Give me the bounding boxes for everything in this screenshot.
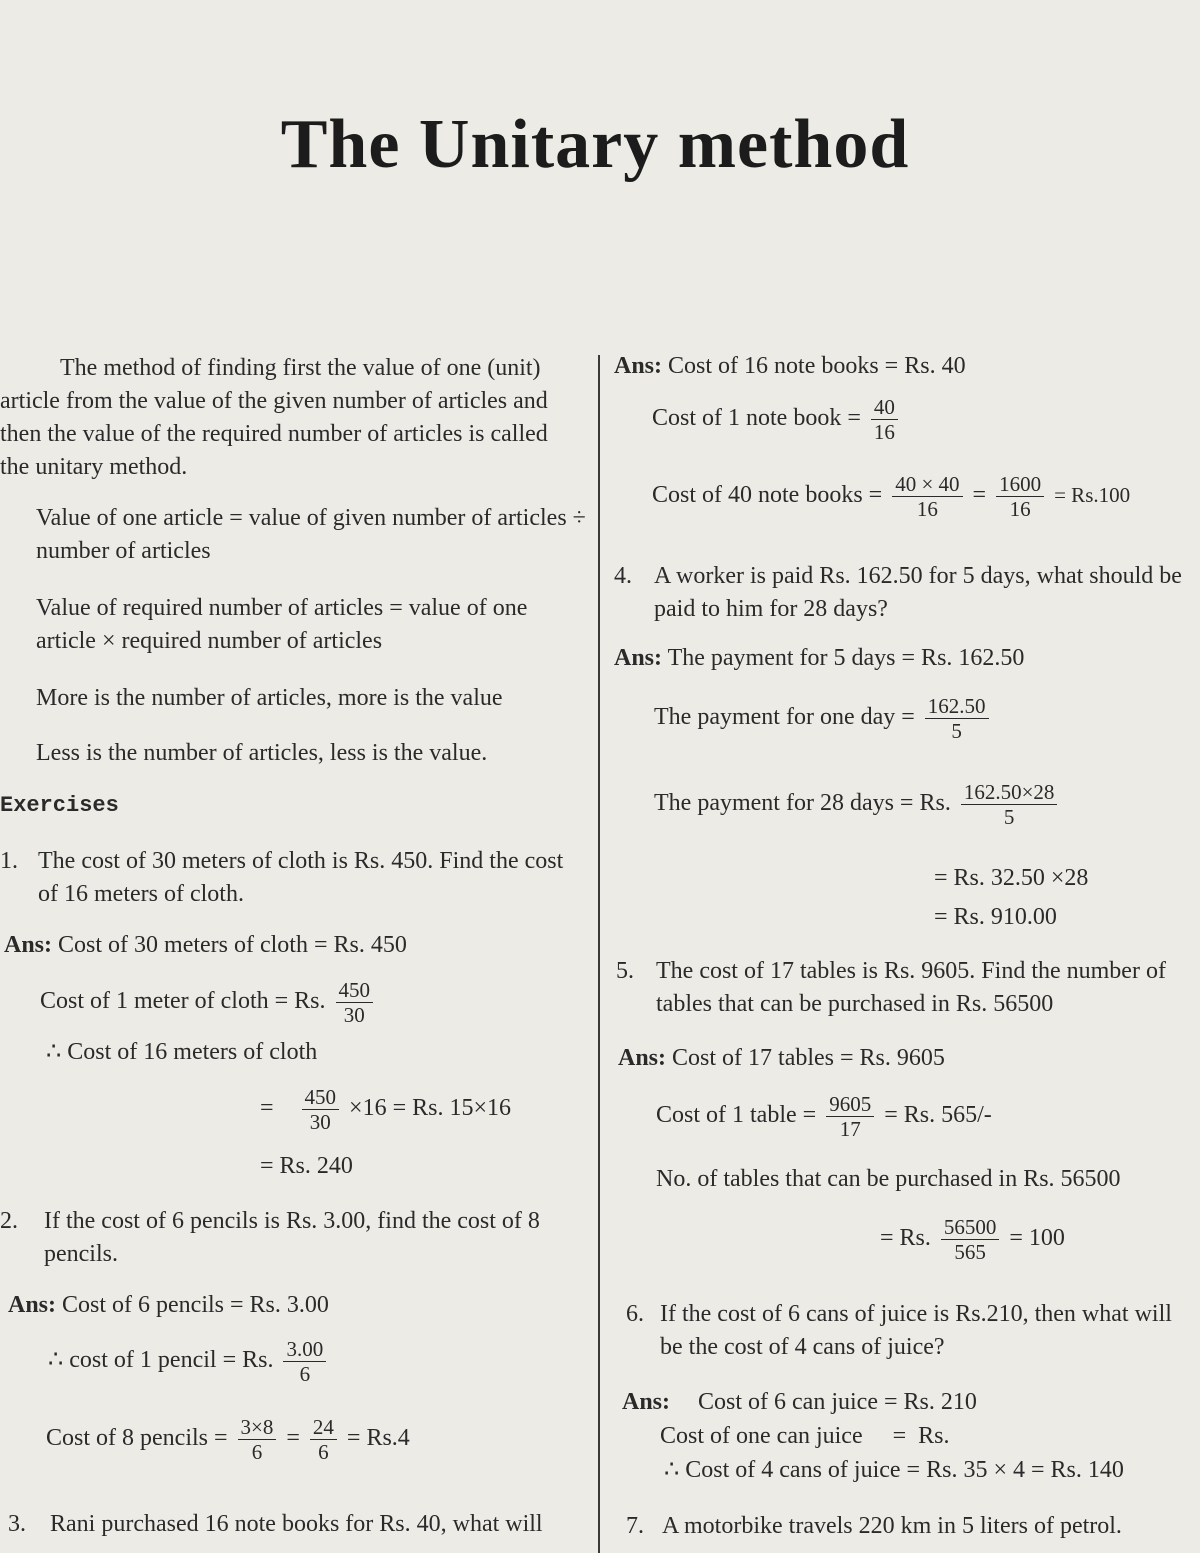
q5-f2-den: 565 <box>954 1240 986 1264</box>
q3-fraction-1 <box>871 395 898 444</box>
q3-fraction-2 <box>892 472 962 521</box>
q6-number: 6. <box>626 1301 644 1327</box>
q4-f1-num: 162.50 <box>925 694 989 719</box>
rule-value-of-one: Value of one article = value of given number of articles ÷ number of articles <box>36 505 586 564</box>
q6-step2: ∴ Cost of 4 cans of juice = Rs. 35 × 4 = Rs. 140 <box>664 1457 1124 1483</box>
q7-number: 7. <box>626 1513 644 1539</box>
q3-step1 <box>652 395 902 444</box>
q1-number: 1. <box>0 848 18 874</box>
q2-eq: = <box>286 1425 300 1452</box>
q1-ans-text: Cost of 30 meters of cloth = Rs. 450 <box>58 932 407 958</box>
q4-ans-text: The payment for 5 days = Rs. 162.50 <box>667 645 1025 671</box>
q5-fraction-2 <box>941 1215 1000 1264</box>
definition-paragraph: The method of finding first the value of one (unit) article from the value of the given number of articles and then the value of the required number of articles is called the unitary method. <box>0 355 548 480</box>
q4-answer-line <box>614 642 1024 674</box>
rule-value-of-required: Value of required number of articles = value of one article × required number of articles <box>36 595 528 654</box>
q5-question: The cost of 17 tables is Rs. 9605. Find the number of tables that can be purchased in Rs. 56500 <box>656 958 1166 1017</box>
q3-f3-den: 16 <box>1009 497 1031 521</box>
q5-ans-label: Ans: <box>618 1045 667 1071</box>
q4-f1-den: 5 <box>951 719 962 743</box>
q5-step3 <box>880 1215 1065 1264</box>
q5-step1 <box>656 1092 992 1141</box>
q5-step2: No. of tables that can be purchased in Rs. 56500 <box>656 1166 1121 1192</box>
q5-step1-text: Cost of 1 table = <box>656 1102 817 1129</box>
q3-result: = Rs.100 <box>1054 483 1131 508</box>
q4-step3: = Rs. 32.50 ×28 <box>934 865 1089 891</box>
q2-question: If the cost of 6 pencils is Rs. 3.00, find the cost of 8 pencils. <box>44 1208 540 1267</box>
q4-step1 <box>654 694 993 743</box>
q1-step2: ∴ Cost of 16 meters of cloth <box>46 1039 318 1065</box>
q1-ans-label: Ans: <box>4 932 53 958</box>
q4-question: A worker is paid Rs. 162.50 for 5 days, what should be paid to him for 28 days? <box>654 563 1182 622</box>
q6-step1: Cost of one can juice = Rs. <box>660 1423 950 1449</box>
q5-step3-result: = 100 <box>1009 1225 1065 1252</box>
q3-question: Rani purchased 16 note books for Rs. 40, what will <box>50 1511 543 1537</box>
q2-f3-num: 24 <box>310 1415 337 1440</box>
q4-number: 4. <box>614 563 632 589</box>
q2-step2 <box>46 1415 410 1464</box>
q4-step2 <box>654 780 1061 829</box>
q3-eq: = <box>972 482 987 509</box>
q4-ans-label: Ans: <box>614 645 663 671</box>
q1-f1-num: 450 <box>336 978 374 1003</box>
rule-less: Less is the number of articles, less is the value. <box>36 740 488 766</box>
q3-answer-line <box>614 350 966 382</box>
q4-step2-text: The payment for 28 days = Rs. <box>654 790 951 817</box>
q2-f1-num: 3.00 <box>283 1337 326 1362</box>
q3-fraction-3 <box>996 472 1044 521</box>
q3-f3-num: 1600 <box>996 472 1044 497</box>
q2-step2-text: Cost of 8 pencils = <box>46 1425 228 1452</box>
q4-step1-text: The payment for one day = <box>654 704 915 731</box>
q1-step1-text: Cost of 1 meter of cloth = Rs. <box>40 988 326 1015</box>
q5-step1-result: = Rs. 565/- <box>884 1102 992 1129</box>
q2-step1 <box>48 1337 330 1386</box>
rule-more: More is the number of articles, more is the value <box>36 685 503 711</box>
q7-question: A motorbike travels 220 km in 5 liters of petrol. <box>662 1513 1122 1539</box>
q5-step3-text: = Rs. <box>880 1225 931 1252</box>
q4-fraction-2 <box>961 780 1058 829</box>
q4-f2-den: 5 <box>1003 805 1015 829</box>
q6-answer-line <box>622 1386 977 1418</box>
q1-fraction-1 <box>336 978 374 1027</box>
q2-f3-den: 6 <box>318 1440 329 1464</box>
q3-step1-text: Cost of 1 note book = <box>652 405 861 432</box>
q2-number: 2. <box>0 1208 18 1234</box>
q1-step1 <box>40 978 377 1027</box>
q1-f1-den: 30 <box>343 1003 365 1027</box>
q2-f1-den: 6 <box>299 1362 311 1386</box>
q6-ans-label: Ans: <box>622 1389 671 1415</box>
q4-fraction-1 <box>925 694 989 743</box>
q5-ans-text: Cost of 17 tables = Rs. 9605 <box>672 1045 945 1071</box>
q5-number: 5. <box>616 958 634 984</box>
q2-fraction-2 <box>238 1415 277 1464</box>
q5-f2-num: 56500 <box>941 1215 1000 1240</box>
q1-eq: = <box>260 1095 274 1122</box>
q6-question: If the cost of 6 cans of juice is Rs.210, then what will be the cost of 4 cans of juice? <box>660 1301 1172 1360</box>
q4-f2-num: 162.50×28 <box>961 780 1058 805</box>
q3-f1-den: 16 <box>873 420 895 444</box>
q3-step2 <box>652 472 1130 521</box>
column-divider <box>598 355 600 1553</box>
q6-ans-text: Cost of 6 can juice = Rs. 210 <box>698 1389 977 1415</box>
q1-step3-text: ×16 = Rs. 15×16 <box>349 1095 511 1122</box>
q1-step4: = Rs. 240 <box>260 1153 353 1179</box>
exercises-heading: Exercises <box>0 793 119 818</box>
q2-fraction-1 <box>283 1337 326 1386</box>
q5-f1-num: 9605 <box>826 1092 874 1117</box>
q2-answer-line <box>8 1289 329 1321</box>
q1-f2-num: 450 <box>302 1085 340 1110</box>
q2-step1-text: ∴ cost of 1 pencil = Rs. <box>48 1347 274 1374</box>
q1-fraction-2 <box>302 1085 340 1134</box>
q2-ans-label: Ans: <box>8 1292 57 1318</box>
q3-f1-num: 40 <box>871 395 898 420</box>
q3-step2-text: Cost of 40 note books = <box>652 482 883 509</box>
q1-f2-den: 30 <box>309 1110 331 1134</box>
q2-fraction-3 <box>310 1415 337 1464</box>
q5-f1-den: 17 <box>839 1117 861 1141</box>
q1-question: The cost of 30 meters of cloth is Rs. 450. Find the cost of 16 meters of cloth. <box>38 848 564 907</box>
q3-f2-num: 40 × 40 <box>892 472 962 497</box>
q2-f2-num: 3×8 <box>238 1415 277 1440</box>
q2-ans-text: Cost of 6 pencils = Rs. 3.00 <box>62 1292 329 1318</box>
q2-result: = Rs.4 <box>346 1425 410 1452</box>
q5-fraction-1 <box>826 1092 874 1141</box>
q3-number: 3. <box>8 1511 26 1537</box>
q1-answer-line <box>4 929 407 961</box>
q3-f2-den: 16 <box>916 497 938 521</box>
q4-step4: = Rs. 910.00 <box>934 904 1057 930</box>
q1-step3 <box>260 1085 511 1134</box>
page-title: The Unitary method <box>280 106 910 183</box>
q5-answer-line <box>618 1042 945 1074</box>
q3-ans-label: Ans: <box>614 353 663 379</box>
q2-f2-den: 6 <box>251 1440 263 1464</box>
q3-ans-text: Cost of 16 note books = Rs. 40 <box>668 353 966 379</box>
